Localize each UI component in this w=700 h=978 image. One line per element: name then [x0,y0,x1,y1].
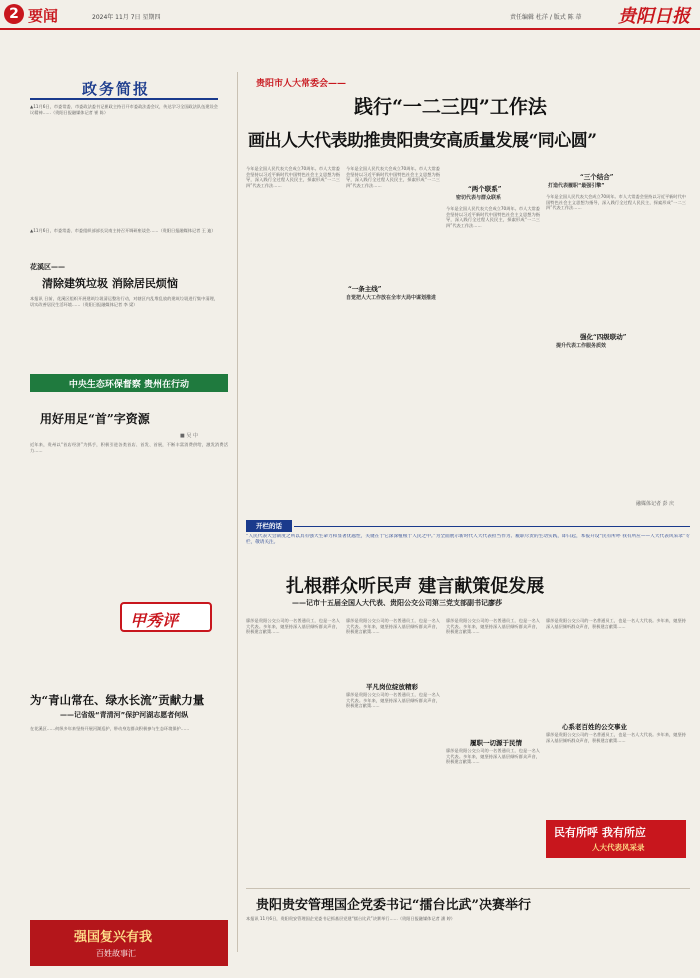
column-logo [120,602,212,632]
lead-headline-1: 践行“一二三四”工作法 [354,96,547,118]
politics-brief [30,78,218,260]
page-number-badge: 2 [4,4,24,24]
rep-feature [246,570,690,888]
page-header [0,0,700,32]
lead-subhead-4b: 提升代表工作服务质效 [556,343,607,349]
feature-subtitle: ——记省级“青清河”保护河湖志愿者何纵 [60,711,189,719]
bottom-story-rule [246,888,690,889]
feature-body: 在花溪区……何纵多年来坚持开展河湖巡护，带动身边群众积极参与生态环境保护…… [30,726,190,731]
rep-body-col4b: 廖莎是贵阳公交公司的一名普通员工，也是一名人大代表。多年来，她坚持深入基层倾听群众声音，积极建言献策…… [546,732,686,743]
commentary-byline: ■ 吴 中 [180,433,198,439]
rep-column-banner [546,820,686,858]
rep-body-col2b: 廖莎是贵阳公交公司的一名普通员工，也是一名人大代表。多年来，她坚持深入基层倾听群众声音，积极建言献策…… [346,692,440,709]
rep-subhead-c: 心系老百姓的公交事业 [562,723,627,731]
rep-subtitle: ——记市十五届全国人大代表、贵阳公交公司第三党支部副书记廖莎 [292,599,502,607]
banner-line-1: 强国复兴有我 [74,930,153,945]
editors-credit: 责任编辑 杜洋 / 版式 陈 蒂 [510,14,582,21]
lead-body: 今年是全国人民代表大会成立70周年。市人大常委会坚持以习近平新时代中国特色社会主义思想为指导，深入践行全过程人民民主，探索形成“一二三四”代表工作法…… [246,166,340,188]
strong-nation-banner [30,920,228,966]
lead-body-col2: 今年是全国人民代表大会成立70周年。市人大常委会坚持以习近平新时代中国特色社会主义思想为指导，深入践行全过程人民民主，探索形成“一二三四”代表工作法…… [346,166,440,188]
commentary-body: 近年来，贵州以“首店经济”为抓手，积极引进各类首店、首发、首展，不断丰富消费供给，激发消费活力…… [30,442,228,453]
lead-body-col3: 今年是全国人民代表大会成立70周年。市人大常委会坚持以习近平新时代中国特色社会主义思想为指导，深入践行全过程人民民主，探索形成“一二三四”代表工作法…… [446,206,540,228]
lead-subhead-2: “两个联系” [468,185,502,193]
rep-body-col3b: 廖莎是贵阳公交公司的一名普通员工，也是一名人大代表。多年来，她坚持深入基层倾听群众声音，积极建言献策…… [446,748,540,765]
feature-title: 为“青山常在、绿水长流”贡献力量 [30,693,205,707]
rep-column-line-2: 人大代表风采录 [592,843,645,852]
lead-headline-2: 画出人大代表助推贵阳贵安高质量发展“同心圆” [248,131,597,151]
rep-body-col4: 廖莎是贵阳公交公司的一名普通员工，也是一名人大代表。多年来，她坚持深入基层倾听群众声音，积极建言献策…… [546,618,686,629]
commentary [30,410,228,660]
politics-brief-item: ▲11月6日，市委常委、市委组织部部长吴南主持召开调研座谈会……（贵阳日报融媒体记者 王 迪） [30,228,216,233]
header-divider [0,28,700,30]
lead-body-col4: 今年是全国人民代表大会成立70周年。市人大常委会坚持以习近平新时代中国特色社会主义思想为指导，深入践行全过程人民民主，探索形成“一二三四”代表工作法…… [546,194,686,211]
politics-brief-heading: 政务简报 [82,80,151,98]
story-body: 本报讯 日前，花溪区组织开展建筑垃圾清运整治行动，对辖区内乱堆乱放的建筑垃圾进行集中清理，切实改善居民生活环境……（贵阳日报融媒体记者 李 梁） [30,296,218,307]
rep-title: 扎根群众听民声 建言献策促发展 [286,576,545,597]
huaxi-story [30,262,218,362]
column-logo-text: 甲秀评 [130,611,179,630]
rep-body-col2: 廖莎是贵阳公交公司的一名普通员工，也是一名人大代表。多年来，她坚持深入基层倾听群众声音，积极建言献策…… [346,618,440,635]
lead-kicker: 贵阳市人大常委会—— [256,79,347,89]
lead-subhead-1: “一条主线” [348,285,382,293]
lead-subhead-1b: 自觉把人大工作放在全市大局中谋划推进 [346,295,437,301]
commentary-title: 用好用足“首”字资源 [40,412,150,426]
editor-note-body: “人民代表大会制度之所以具有强大生命力和显著优越性，关键在于它深深植根于人民之中。”为全面展示新时代人大代表担当作为、履职尽责的生动实践，即日起，本报开设“民有所呼 我有所应——人大代表风采录”专栏，敬请关注。 [246,534,690,546]
story-kicker: 花溪区—— [30,263,65,271]
story-title: 清除建筑垃圾 消除居民烦恼 [42,277,178,290]
editor-note-label: 开栏的话 [246,520,292,532]
bottom-story [246,888,690,972]
heading-underline [30,98,218,100]
lead-subhead-3b: 打造代表履职“最强引擎” [548,183,605,189]
bottom-story-body: 本报讯 11月6日，贵阳贵安管理国企党委书记抓基层党建“擂台比武”决赛举行……（贵阳日报融媒体记者 潘 婷） [246,916,455,921]
lead-story [246,72,690,512]
rep-body-col3: 廖莎是贵阳公交公司的一名普通员工，也是一名人大代表。多年来，她坚持深入基层倾听群众声音，积极建言献策…… [446,618,540,635]
section-name: 要闻 [28,7,59,25]
lead-subhead-4: 强化“四级联动” [580,333,627,341]
rep-subhead-b: 履职一切源于民情 [470,739,522,747]
feature-left [30,692,228,922]
rep-body: 廖莎是贵阳公交公司的一名普通员工，也是一名人大代表。多年来，她坚持深入基层倾听群众声音，积极建言献策…… [246,618,340,635]
banner-line-2: 百姓故事汇 [96,949,136,958]
issue-date: 2024年 11月 7日 星期四 [92,14,161,21]
rep-column-line-1: 民有所呼 我有所应 [554,826,646,839]
lead-subhead-3: “三个结合” [580,173,614,181]
column-divider [237,72,238,952]
bottom-story-title: 贵阳贵安管理国企党委书记“擂台比武”决赛举行 [256,898,531,913]
supervision-banner [30,374,228,392]
politics-brief-item: ▲11月6日，市委常委、市委政法委书记崔政主持召开市委政法委会议，传达学习全国政法队伍建设会议精神……（贵阳日报融媒体记者 崔 陈） [30,104,218,115]
rep-subhead-a: 平凡岗位绽放精彩 [366,683,418,691]
supervision-banner-text: 中央生态环保督察 贵州在行动 [68,380,190,390]
editor-note-rule [294,526,690,527]
paper-logo: 贵阳日报 [618,6,690,27]
lead-byline: 融媒体记者 彭 庆 [636,501,675,507]
lead-subhead-2b: 密切代表与群众联系 [456,195,502,201]
editor-note [246,520,690,564]
